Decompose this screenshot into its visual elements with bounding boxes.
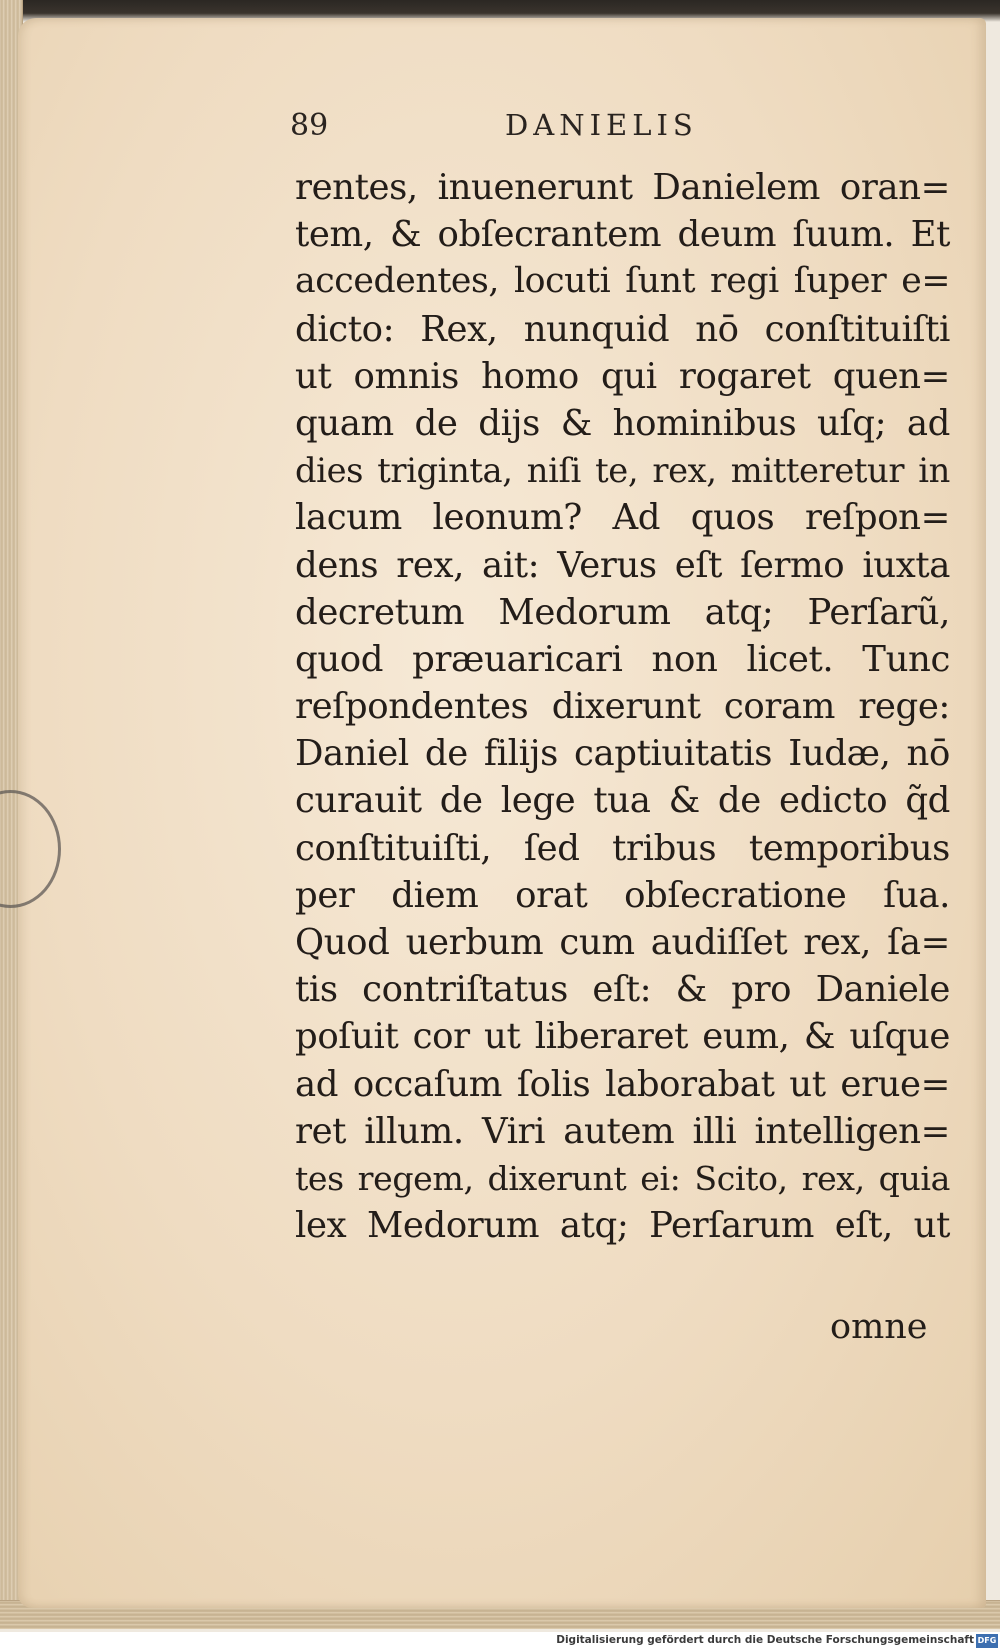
page-header (290, 108, 730, 148)
text-line: ad occaſum ſolis laborabat ut erue= (295, 1063, 950, 1105)
text-line: quod præuaricari non licet. Tunc (295, 638, 950, 680)
dfg-logo-icon: DFG (976, 1634, 998, 1648)
text-line: poſuit cor ut liberaret eum, & uſque (295, 1016, 950, 1058)
text-line: Daniel de filijs captiuitatis Iudæ, nō (295, 733, 950, 775)
text-line: dens rex, ait: Verus eſt ſermo iuxta (295, 544, 950, 586)
text-line: ret illum. Viri autem illi intelligen= (295, 1110, 950, 1152)
running-title: DANIELIS (505, 108, 698, 142)
text-line: Quod uerbum cum audiſſet rex, ſa= (295, 922, 950, 963)
text-line: tis contriſtatus eſt: & pro Daniele (295, 969, 950, 1011)
catchword: omne (830, 1307, 928, 1347)
text-line: quam de dijs & hominibus uſq; ad (295, 402, 950, 444)
digitization-credit: Digitalisierung gefördert durch die Deutsche Forschungsgemeinschaft (556, 1634, 974, 1646)
text-line: reſpondentes dixerunt coram rege: (295, 686, 950, 728)
text-line: ut omnis homo qui rogaret quen= (295, 355, 950, 397)
text-line: conſtituiſti, ſed tribus temporibus (295, 827, 950, 869)
text-line: decretum Medorum atq; Perſarũ, (295, 591, 950, 633)
body-text (295, 164, 950, 1249)
footer-bar (0, 1632, 1000, 1652)
text-line: dicto: Rex, nunquid nō conſtituiſti (295, 308, 950, 350)
text-line: accedentes, locuti ſunt regi ſuper e= (295, 261, 950, 302)
text-line: tem, & obſecrantem deum ſuum. Et (295, 214, 950, 256)
text-line: dies triginta, niſi te, rex, mitteretur in (295, 451, 950, 491)
text-line: curauit de lege tua & de edicto q̃d (295, 780, 950, 822)
text-line: lacum leonum? Ad quos reſpon= (295, 497, 950, 539)
text-line: rentes, inuenerunt Danielem oran= (295, 167, 950, 208)
text-line: per diem orat obſecratione ſua. (295, 874, 950, 916)
page-number: 89 (290, 108, 329, 143)
text-line: tes regem, dixerunt ei: Scito, rex, quia (295, 1158, 950, 1198)
text-line: lex Medorum atq; Perſarum eſt, ut (295, 1205, 950, 1247)
